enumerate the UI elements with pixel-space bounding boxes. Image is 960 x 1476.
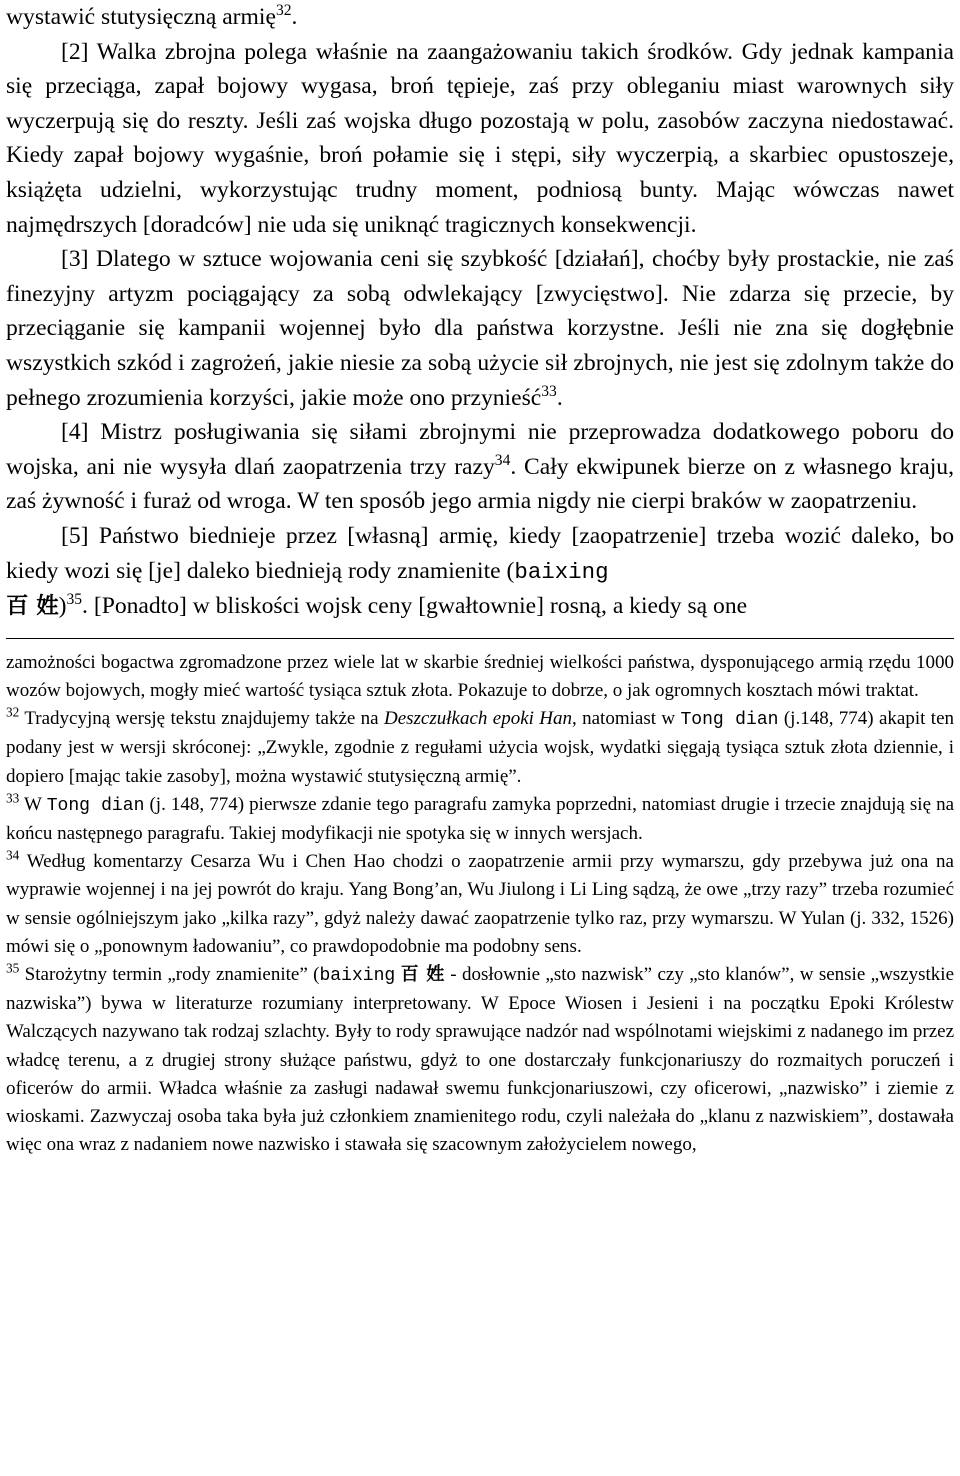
- footnote-32-number: 32: [6, 704, 20, 720]
- paragraph-5-end: . [Ponadto] w bliskości wojsk ceny [gwałtownie] rosną, a kiedy są one: [82, 593, 748, 620]
- paragraph-5: [6, 519, 954, 624]
- footnote-33-tong-dian: Tong dian: [46, 795, 145, 816]
- footnote-32-text: Tradycyjną wersję tekstu znajdujemy także na: [19, 708, 384, 730]
- footnote-35-text: Starożytny termin „rody znamienite” (: [19, 963, 320, 985]
- footnote-34-text: Według komentarzy Cesarza Wu i Chen Hao chodzi o zaopatrzenie armii przy wymarszu, gdy przebywa już ona na wyprawie wojennej i na jej powrót do kraju. Yang Bong’an, Wu Jiulong i Li Ling sądzą, że owe „trzy razy” trzeba rozumieć w sensie ogólniejszym jako „kilka razy”, gdyż należy dawać zaopatrzenie tylko raz, przy wymarszu. W Yulan (j. 332, 1526) mówi się o „ponownym ładowaniu”, co prawdopodobnie ma podobny sens.: [6, 851, 954, 957]
- paragraph-5-paren: ): [58, 593, 67, 620]
- paragraph-4: [6, 415, 954, 519]
- term-baixing-chinese: 百 姓: [6, 593, 59, 620]
- paragraph-4-text: [4] Mistrz posługiwania się siłami zbrojnymi nie przeprowadza dodatkowego poboru do wojska, ani nie wysyła dlań zaopatrzenia trzy razy: [6, 419, 954, 480]
- paragraph-3-end: .: [556, 384, 563, 411]
- main-text: [6, 0, 954, 624]
- footnote-35-text-2: - dosłownie „sto nazwisk” czy „sto klanów”, w sensie „wszystkie nazwiska”) bywa w literaturze rozumiany interpretowany. W Epoce Wiosen i Jesieni i na początku Epoki Królestw Walczących nazywano tak rodzaj szlachty. Były to rody sprawujące nadzór nad wspólnotami wiejskimi z nadanego im przez władcę terenu, a z drugiej strony służące państwu, gdyż to one dostarczały funkcjonariuszy do rozmaitych poruczeń i oficerów do armii. Władca właśnie za zasługi nadawał swemu funkcjonariuszowi, czy oficerowi, „nazwisko” i ziemie z wioskami. Zazwyczaj osoba taka była już członkiem znamienitego rodu, czyli należała do „klanu z nazwiskiem”, dostawała więc ona wraz z nadaniem nowe nazwisko i stawała się szacownym założycielem nowego,: [6, 963, 955, 1156]
- footnote-33-text-2: (j. 148, 774) pierwsze zdanie tego paragrafu zamyka poprzedni, natomiast drugie i trzecie znajdują się na końcu następnego paragrafu. Takiej modyfikacji nie spotyka się w innych wersjach.: [6, 793, 955, 844]
- paragraph-3-text: [3] Dlatego w sztuce wojowania ceni się szybkość [działań], choćby były prostackie, nie zaś finezyjny artyzm pociągający za sobą odwlekający [zwycięstwo]. Nie zdarza się przecie, by przeciąganie się kampanii wojennej było dla państwa korzystne. Jeśli nie zna się dogłębnie wszystkich szkód i zagrożeń, jakie niesie za sobą użycie sił zbrojnych, nie jest się zdolnym także do pełnego zrozumienia korzyści, jakie może ono przynieść: [6, 246, 954, 411]
- footnote-33: [6, 791, 954, 848]
- footnote-ref-32[interactable]: 32: [275, 1, 292, 19]
- term-baixing: baixing: [514, 558, 609, 585]
- footnote-continuation: zamożności bogactwa zgromadzone przez wiele lat w skarbie średniej wielkości państwa, dysponującego armią rzędu 1000 wozów bojowych, mogły mieć wartość tysiąca sztuk złota. Pokazuje to dobrze, o jak ogromnych kosztach mówi traktat.: [6, 651, 954, 701]
- footnote-32-title: Deszczułkach epoki Han: [383, 708, 572, 730]
- paragraph-2: [2] Walka zbrojna polega właśnie na zaangażowaniu takich środków. Gdy jednak kampania się przeciąga, zapał bojowy wygasa, broń tępieje, zaś przy obleganiu miast warownych siły wyczerpują się do reszty. Jeśli zaś wojska długo pozostają w polu, zasobów zaczyna niedostawać. Kiedy zapał bojowy wygaśnie, broń połamie się i stępi, siły wyczerpią, a skarbiec opustoszeje, książęta udzielni, wykorzystując trudny moment, podniosą bunty. Mając wówczas nawet najmędrszych [doradców] nie uda się uniknąć tragicznych konsekwencji.: [6, 38, 954, 238]
- footnote-35-chinese: 百 姓: [400, 963, 445, 985]
- footnote-separator: [6, 638, 954, 639]
- footnote-35: [6, 961, 954, 1159]
- footnotes: [6, 649, 954, 1160]
- footnote-35-baixing: baixing: [319, 965, 396, 986]
- footnote-34: [6, 848, 954, 961]
- paragraph-0: [6, 0, 954, 35]
- paragraph-0-end: .: [291, 4, 298, 30]
- footnote-32-text-3: (j.148, 774) akapit ten podany jest w wersji skróconej: „Zwykle, zgodnie z regułami użycia wojsk, wydatki sięgają tysiąca sztuk złota dziennie, i dopiero [mając takie zasoby], można wystawić stutysięczną armię”.: [6, 708, 955, 787]
- paragraph-4-end: . Cały ekwipunek bierze on z własnego kraju, zaś żywność i furaż od wroga. W ten sposób jego armia nigdy nie cierpi braków w zaopatrzeniu.: [6, 453, 954, 515]
- footnote-32-text-2: , natomiast w: [572, 708, 681, 730]
- footnote-32-tong-dian: Tong dian: [680, 710, 779, 731]
- footnote-33-text: W: [19, 793, 47, 815]
- footnote-34-number: 34: [6, 847, 20, 863]
- paragraph-3: [6, 242, 954, 415]
- footnote-32: [6, 705, 954, 791]
- paragraph-5-text: [5] Państwo biednieje przez [własną] armię, kiedy [zaopatrzenie] trzeba wozić daleko, bo kiedy wozi się [je] daleko biednieją rody znamienite (: [6, 522, 954, 584]
- paragraph-0-text: wystawić stutysięczną armię: [6, 4, 276, 30]
- footnote-ref-35[interactable]: 35: [66, 591, 83, 609]
- footnote-ref-33[interactable]: 33: [541, 382, 557, 400]
- footnote-ref-34[interactable]: 34: [494, 451, 511, 469]
- footnote-33-number: 33: [6, 790, 20, 806]
- footnote-35-number: 35: [6, 960, 20, 976]
